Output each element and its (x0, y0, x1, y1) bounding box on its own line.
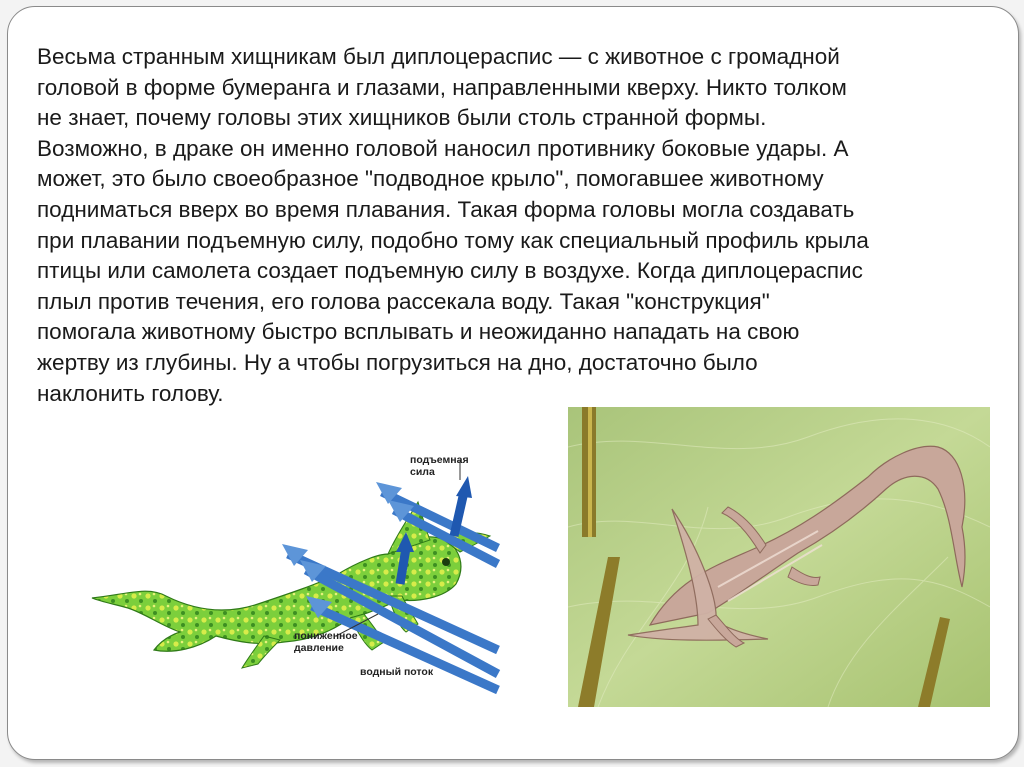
text-line: наклонить голову. (37, 380, 224, 406)
text-line: плыл против течения, его голова рассекала воду. Такая "конструкция" (37, 288, 770, 314)
text-line: Весьма странным хищникам был диплоцераспис — с животное с громадной (37, 44, 840, 69)
pressure-label (294, 630, 358, 654)
text-line: не знает, почему головы этих хищников были столь странной формы. (37, 105, 767, 131)
lift-label-line1: подъемная (410, 454, 469, 466)
text-line: Возможно, в драке он именно головой наносил противнику боковые удары. А (37, 135, 849, 161)
lift-label-line2: сила (410, 466, 435, 478)
lift-label (410, 454, 469, 478)
text-line: может, это было своеобразное "подводное крыло", помогавшее животному (37, 166, 824, 192)
pressure-label-line2: давление (294, 642, 344, 654)
diplocaulus-photo (568, 407, 990, 707)
text-line: при плавании подъемную силу, подобно тому как специальный профиль крыла (37, 227, 869, 253)
text-line: помогала животному быстро всплывать и неожиданно нападать на свою (37, 319, 800, 345)
body-paragraph (37, 42, 997, 409)
text-line: жертву из глубины. Ну а чтобы погрузиться на дно, достаточно было (37, 349, 758, 375)
text-line: птицы или самолета создает подъемную силу в воздухе. Когда диплоцераспис (37, 258, 863, 284)
text-line: подниматься вверх во время плавания. Такая форма головы могла создавать (37, 196, 855, 222)
flow-label: водный поток (360, 666, 434, 678)
pressure-label-line1: пониженное (294, 630, 358, 642)
diplocaulus-swimming-illustration-icon (568, 407, 990, 707)
hydrofoil-diagram (88, 436, 506, 696)
text-line: головой в форме бумеранга и глазами, направленными кверху. Никто толком (37, 74, 847, 100)
